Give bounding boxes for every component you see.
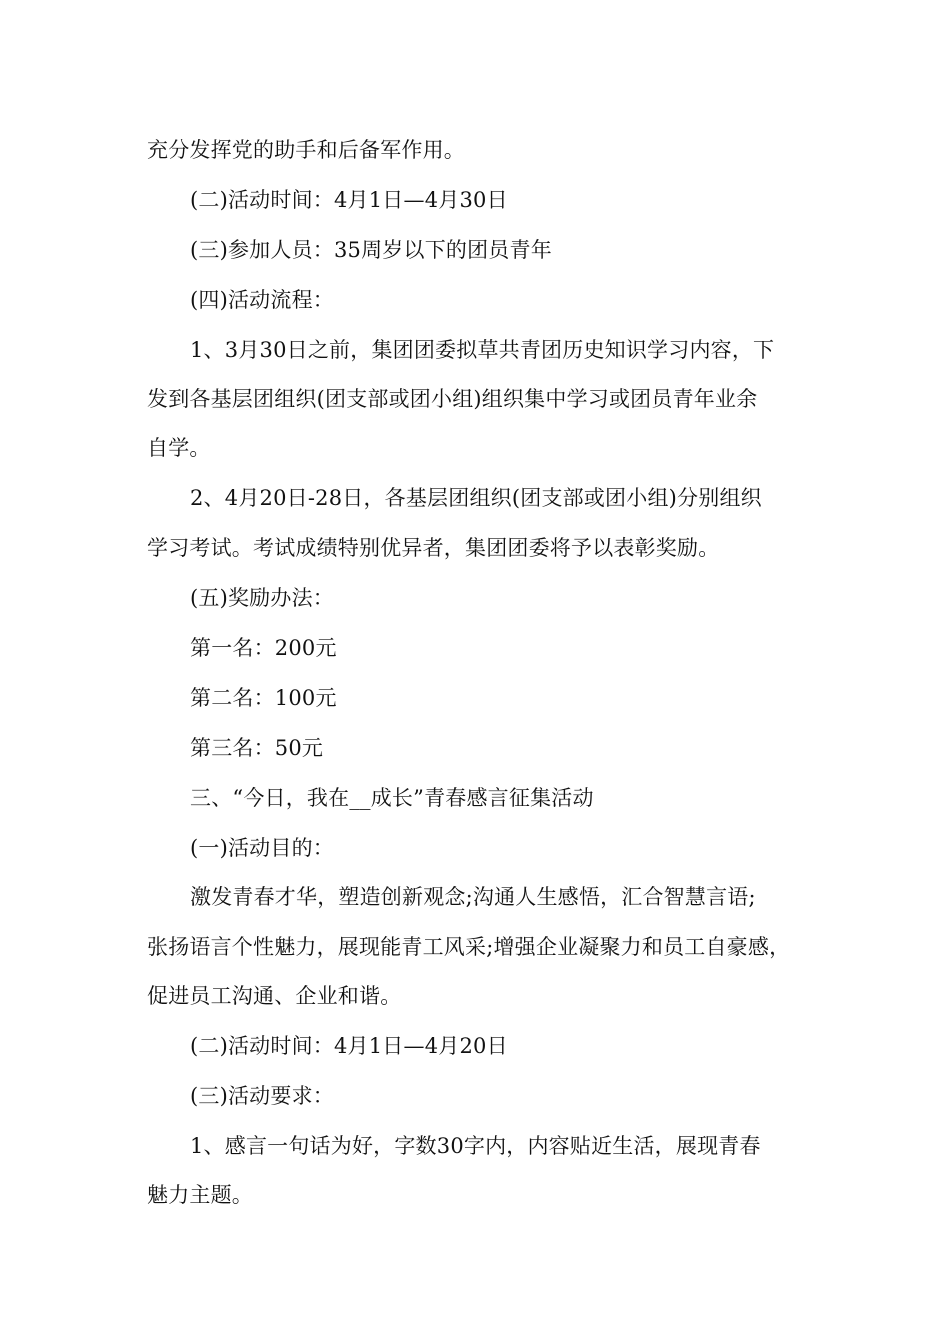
section-activity-time-2: (二)活动时间：4月1日—4月20日 [190, 1034, 508, 1058]
requirement-item-1: 1、感言一句话为好，字数30字内，内容贴近生活，展现青春 [190, 1134, 761, 1158]
section-participants: (三)参加人员：35周岁以下的团员青年 [190, 238, 552, 262]
reward-third-place: 第三名：50元 [190, 736, 324, 760]
purpose-paragraph: 激发青春才华，塑造创新观念;沟通人生感悟，汇合智慧言语; [190, 885, 756, 909]
reward-second-place: 第二名：100元 [190, 686, 337, 710]
section-heading-3: 三、“今日，我在__成长”青春感言征集活动 [190, 786, 594, 810]
paragraph-line: 充分发挥党的助手和后备军作用。 [147, 138, 465, 162]
paragraph-line: 魅力主题。 [147, 1183, 253, 1207]
section-activity-process: (四)活动流程： [190, 288, 334, 312]
section-reward-method: (五)奖励办法： [190, 586, 334, 610]
paragraph-line: 张扬语言个性魅力，展现能青工风采;增强企业凝聚力和员工自豪感， [147, 935, 791, 959]
section-activity-requirements: (三)活动要求： [190, 1084, 334, 1108]
paragraph-line: 发到各基层团组织(团支部或团小组)组织集中学习或团员青年业余 [147, 387, 758, 411]
paragraph-line: 自学。 [147, 436, 211, 460]
process-item-2: 2、4月20日-28日，各基层团组织(团支部或团小组)分别组织 [190, 486, 762, 510]
paragraph-line: 促进员工沟通、企业和谐。 [147, 984, 402, 1008]
process-item-1: 1、3月30日之前，集团团委拟草共青团历史知识学习内容，下 [190, 338, 775, 362]
section-activity-time: (二)活动时间：4月1日—4月30日 [190, 188, 508, 212]
paragraph-line: 学习考试。考试成绩特别优异者，集团团委将予以表彰奖励。 [147, 536, 720, 560]
section-activity-purpose: (一)活动目的： [190, 836, 334, 860]
reward-first-place: 第一名：200元 [190, 636, 337, 660]
